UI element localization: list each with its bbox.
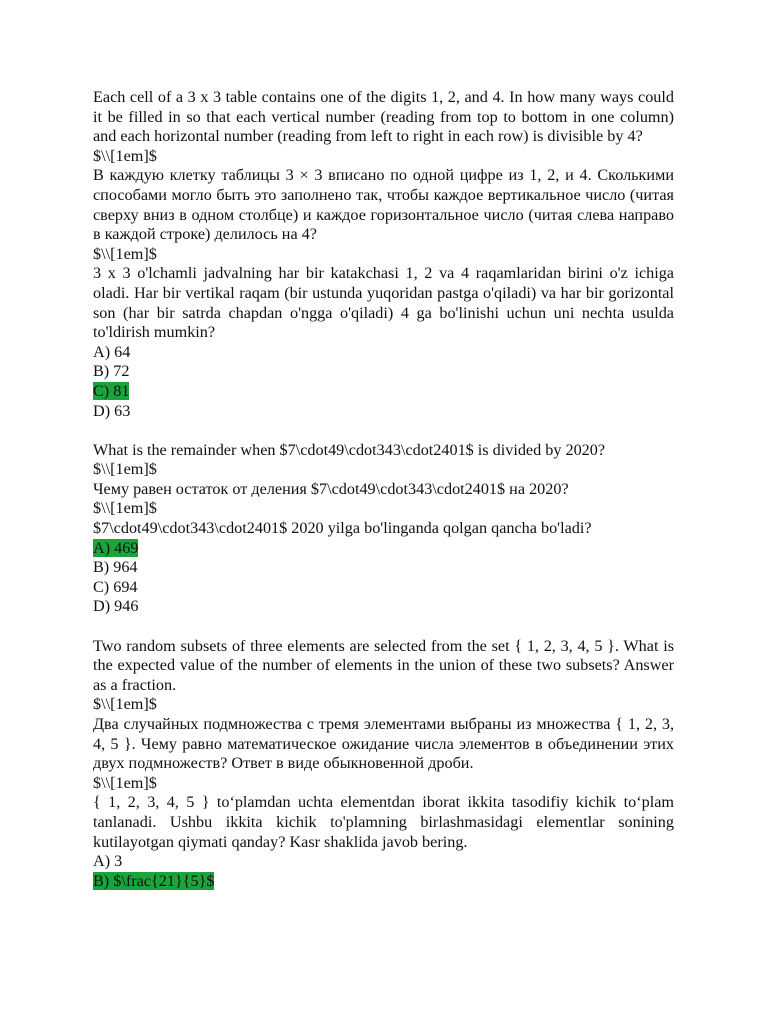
option-label: B) 964 (93, 558, 138, 577)
question-2-separator-1: $\\[1em]$ (93, 460, 157, 479)
question-1-option-d (93, 402, 674, 422)
question-3-option-a (93, 852, 674, 872)
question-1-option-a (93, 343, 674, 363)
option-label: D) 63 (93, 401, 131, 420)
question-2-english: What is the remainder when $7\cdot49\cdot343\cdot2401$ is divided by 2020? (93, 440, 606, 459)
question-1-russian: В каждую клетку таблицы 3 × 3 вписано по одной цифре из 1, 2, и 4. Сколькими способами могло быть это заполнено так, чтобы каждое вертикальное число (читая сверху вниз в одном столбце) и каждое горизонтальное число (читая слева направо в каждой строке) делилось на 4? (93, 166, 674, 244)
blank-line (93, 617, 674, 637)
question-2-separator-2: $\\[1em]$ (93, 499, 157, 518)
question-3-uzbek: { 1, 2, 3, 4, 5 } to‘plamdan uchta elementdan iborat ikkita tasodifiy kichik to‘plam tanlanadi. Ushbu ikkita kichik to'plamning birlashmasidagi elementlar sonining kutilayotgan qiymati qanday? Kasr shaklida javob bering. (93, 793, 674, 851)
question-2-option-c (93, 578, 674, 598)
correct-answer-highlight: B) $\frac{21}{5}$ (93, 871, 215, 890)
question-1-separator-1: $\\[1em]$ (93, 146, 157, 165)
question-1-uzbek: 3 x 3 o'lchamli jadvalning har bir katakchasi 1, 2 va 4 raqamlaridan birini o'z ichiga oladi. Har bir vertikal raqam (bir ustunda yuqoridan pastga o'qiladi) va har bir gorizontal son (har bir satrda chapdan o'ngga o'qiladi) 4 ga bo'linishi uchun uni nechta usulda to'ldirish mumkin? (93, 264, 674, 342)
correct-answer-highlight: C) 81 (93, 381, 130, 400)
question-3-separator-2: $\\[1em]$ (93, 773, 157, 792)
question-2-option-b (93, 558, 674, 578)
question-3-separator-1: $\\[1em]$ (93, 695, 157, 714)
question-1-separator-2: $\\[1em]$ (93, 244, 157, 263)
question-2 (93, 441, 674, 617)
blank-line (93, 421, 674, 441)
option-label: A) 64 (93, 342, 131, 361)
question-1-option-b (93, 362, 674, 382)
option-label: C) 694 (93, 577, 138, 596)
question-3-english: Two random subsets of three elements are selected from the set { 1, 2, 3, 4, 5 }. What is the expected value of the number of elements in the union of these two subsets? Answer as a fraction. (93, 636, 674, 694)
option-label: B) 72 (93, 362, 130, 381)
correct-answer-highlight: A) 469 (93, 538, 139, 557)
question-2-option-d (93, 597, 674, 617)
question-2-russian: Чему равен остаток от деления $7\cdot49\cdot343\cdot2401$ на 2020? (93, 479, 569, 498)
option-label: D) 946 (93, 597, 139, 616)
question-2-option-a (93, 539, 674, 559)
question-1 (93, 88, 674, 421)
question-2-uzbek: $7\cdot49\cdot343\cdot2401$ 2020 yilga bo'linganda qolgan qancha bo'ladi? (93, 519, 592, 538)
question-1-english: Each cell of a 3 x 3 table contains one of the digits 1, 2, and 4. In how many ways could it be filled in so that each vertical number (reading from top to bottom in one column) and each horizontal number (reading from left to right in each row) is divisible by 4? (93, 88, 674, 146)
question-3 (93, 637, 674, 892)
option-label: A) 3 (93, 852, 123, 871)
question-3-russian: Два случайных подмножества с тремя элементами выбраны из множества { 1, 2, 3, 4, 5 }. Чему равно математическое ожидание числа элементов в объединении этих двух подмножеств? Ответ в виде обыкновенной дроби. (93, 715, 674, 773)
question-1-option-c (93, 382, 674, 402)
question-3-option-b (93, 872, 674, 892)
document-content (93, 88, 674, 891)
